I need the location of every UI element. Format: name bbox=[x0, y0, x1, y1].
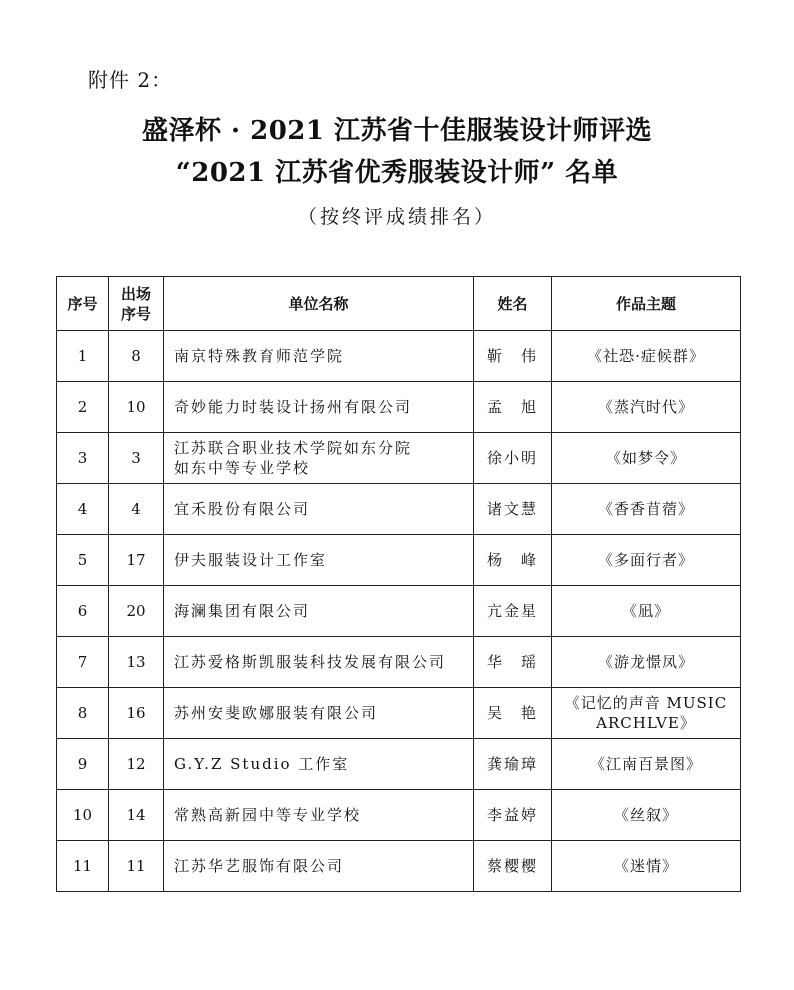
table-row bbox=[57, 535, 741, 586]
cell-unit-line: 江苏爱格斯凯服装科技发展有限公司 bbox=[174, 653, 447, 671]
cell-seq-line: 6 bbox=[77, 602, 88, 620]
cell-unit bbox=[164, 841, 474, 892]
cell-work bbox=[552, 433, 741, 484]
cell-unit-line: 伊夫服装设计工作室 bbox=[174, 551, 328, 569]
cell-unit bbox=[164, 739, 474, 790]
cell-name bbox=[474, 484, 552, 535]
header-order-line1: 出场 bbox=[120, 284, 151, 303]
document-subtitle: （按终评成绩排名） bbox=[297, 206, 496, 228]
table-row bbox=[57, 790, 741, 841]
cell-seq bbox=[57, 535, 109, 586]
header-unit: 单位名称 bbox=[164, 277, 474, 331]
cell-name bbox=[474, 688, 552, 739]
cell-name-line: 华 瑶 bbox=[486, 653, 538, 671]
cell-unit-line: 南京特殊教育师范学院 bbox=[174, 347, 345, 365]
cell-order-line: 4 bbox=[131, 500, 141, 518]
cell-order bbox=[109, 535, 164, 586]
document-title-line1: 盛泽杯 · 2021 江苏省十佳服装设计师评选 bbox=[141, 116, 653, 146]
cell-name-line: 吴 艳 bbox=[486, 704, 538, 722]
table-row bbox=[57, 433, 741, 484]
cell-unit-line: 江苏联合职业技术学院如东分院 bbox=[174, 439, 413, 457]
cell-order-line: 3 bbox=[131, 449, 141, 467]
cell-work-line: 《香香苜蓿》 bbox=[597, 500, 694, 518]
cell-unit-line: 宜禾股份有限公司 bbox=[174, 500, 311, 518]
cell-seq-line: 10 bbox=[72, 806, 93, 824]
cell-work bbox=[552, 739, 741, 790]
cell-name bbox=[474, 586, 552, 637]
cell-unit bbox=[164, 688, 474, 739]
table-row bbox=[57, 739, 741, 790]
cell-name-line: 诸文慧 bbox=[486, 500, 538, 518]
table-row bbox=[57, 331, 741, 382]
cell-order-line: 17 bbox=[126, 551, 146, 569]
cell-name bbox=[474, 535, 552, 586]
cell-unit bbox=[164, 586, 474, 637]
cell-work-line: 《丝叙》 bbox=[613, 806, 678, 824]
header-work: 作品主题 bbox=[552, 277, 741, 331]
document-title-line2: “2021 江苏省优秀服装设计师” 名单 bbox=[175, 158, 619, 188]
cell-seq bbox=[57, 841, 109, 892]
header-order-line2: 序号 bbox=[120, 304, 151, 323]
cell-order bbox=[109, 433, 164, 484]
cell-unit bbox=[164, 535, 474, 586]
cell-seq-line: 5 bbox=[77, 551, 88, 569]
cell-work bbox=[552, 331, 741, 382]
cell-work bbox=[552, 790, 741, 841]
table-row bbox=[57, 637, 741, 688]
table-row bbox=[57, 484, 741, 535]
table-row bbox=[57, 688, 741, 739]
cell-seq-line: 3 bbox=[77, 449, 88, 467]
cell-order bbox=[109, 841, 164, 892]
cell-seq bbox=[57, 688, 109, 739]
cell-work-line: 《江南百景图》 bbox=[589, 755, 702, 773]
cell-work-line: 《凪》 bbox=[621, 602, 670, 620]
cell-work bbox=[552, 841, 741, 892]
table-row bbox=[57, 586, 741, 637]
cell-work-line: 《迷情》 bbox=[613, 857, 678, 875]
cell-unit bbox=[164, 637, 474, 688]
cell-work-line: ARCHLVE》 bbox=[596, 714, 696, 732]
cell-order bbox=[109, 331, 164, 382]
cell-name bbox=[474, 841, 552, 892]
cell-name bbox=[474, 790, 552, 841]
cell-seq bbox=[57, 790, 109, 841]
cell-order bbox=[109, 484, 164, 535]
cell-order bbox=[109, 688, 164, 739]
header-seq: 序号 bbox=[57, 277, 109, 331]
cell-work-line: 《记忆的声音 MUSIC bbox=[564, 694, 728, 712]
cell-seq bbox=[57, 739, 109, 790]
cell-unit bbox=[164, 790, 474, 841]
cell-work-line: 《社恐·症候群》 bbox=[587, 347, 705, 365]
cell-seq-line: 7 bbox=[77, 653, 88, 671]
cell-seq bbox=[57, 382, 109, 433]
cell-unit-line: 苏州安斐欧娜服装有限公司 bbox=[174, 704, 379, 722]
cell-order bbox=[109, 739, 164, 790]
cell-work-line: 《蒸汽时代》 bbox=[597, 398, 694, 416]
cell-unit-line: 奇妙能力时装设计扬州有限公司 bbox=[174, 398, 413, 416]
cell-work bbox=[552, 484, 741, 535]
cell-unit bbox=[164, 484, 474, 535]
cell-order bbox=[109, 790, 164, 841]
cell-name-line: 杨 峰 bbox=[486, 551, 538, 569]
cell-seq bbox=[57, 331, 109, 382]
cell-order-line: 11 bbox=[126, 857, 146, 875]
cell-order-line: 13 bbox=[126, 653, 146, 671]
cell-seq bbox=[57, 433, 109, 484]
cell-seq-line: 9 bbox=[77, 755, 88, 773]
cell-order bbox=[109, 382, 164, 433]
cell-name-line: 徐小明 bbox=[486, 449, 538, 467]
designer-list-table bbox=[56, 276, 741, 892]
cell-name-line: 蔡樱樱 bbox=[486, 857, 538, 875]
cell-unit-line: 海澜集团有限公司 bbox=[174, 602, 311, 620]
cell-work bbox=[552, 382, 741, 433]
cell-order-line: 20 bbox=[126, 602, 146, 620]
cell-seq-line: 4 bbox=[77, 500, 88, 518]
cell-work-line: 《游龙憬凤》 bbox=[597, 653, 694, 671]
cell-name-line: 李益婷 bbox=[486, 806, 538, 824]
cell-unit bbox=[164, 331, 474, 382]
cell-seq bbox=[57, 484, 109, 535]
cell-seq-line: 2 bbox=[77, 398, 88, 416]
header-name: 姓名 bbox=[474, 277, 552, 331]
table-row bbox=[57, 382, 741, 433]
cell-order-line: 10 bbox=[126, 398, 146, 416]
cell-work bbox=[552, 637, 741, 688]
cell-order-line: 12 bbox=[126, 755, 146, 773]
cell-name-line: 龚瑜璋 bbox=[486, 755, 538, 773]
cell-order-line: 16 bbox=[126, 704, 146, 722]
cell-seq bbox=[57, 637, 109, 688]
cell-work bbox=[552, 586, 741, 637]
cell-name bbox=[474, 433, 552, 484]
cell-seq-line: 8 bbox=[77, 704, 88, 722]
cell-work-line: 《多面行者》 bbox=[597, 551, 694, 569]
cell-work bbox=[552, 688, 741, 739]
cell-work bbox=[552, 535, 741, 586]
cell-unit-line: 如东中等专业学校 bbox=[174, 459, 311, 477]
cell-order-line: 14 bbox=[126, 806, 146, 824]
cell-name bbox=[474, 739, 552, 790]
cell-name-line: 亢金星 bbox=[486, 602, 538, 620]
cell-seq bbox=[57, 586, 109, 637]
cell-seq-line: 1 bbox=[77, 347, 88, 365]
table-header-row bbox=[57, 277, 741, 331]
cell-unit-line: 江苏华艺服饰有限公司 bbox=[174, 857, 345, 875]
cell-unit bbox=[164, 382, 474, 433]
cell-name bbox=[474, 637, 552, 688]
cell-order-line: 8 bbox=[131, 347, 141, 365]
cell-unit-line: 常熟高新园中等专业学校 bbox=[174, 806, 362, 824]
cell-name bbox=[474, 331, 552, 382]
table-row bbox=[57, 841, 741, 892]
cell-order bbox=[109, 586, 164, 637]
table-body bbox=[57, 331, 741, 892]
cell-name-line: 靳 伟 bbox=[486, 347, 538, 365]
cell-work-line: 《如梦令》 bbox=[605, 449, 686, 467]
cell-unit-line: G.Y.Z Studio 工作室 bbox=[174, 755, 350, 773]
attachment-label: 附件 2： bbox=[88, 68, 173, 92]
cell-name bbox=[474, 382, 552, 433]
cell-name-line: 孟 旭 bbox=[486, 398, 538, 416]
header-order bbox=[109, 277, 164, 331]
cell-seq-line: 11 bbox=[72, 857, 93, 875]
cell-unit bbox=[164, 433, 474, 484]
cell-order bbox=[109, 637, 164, 688]
